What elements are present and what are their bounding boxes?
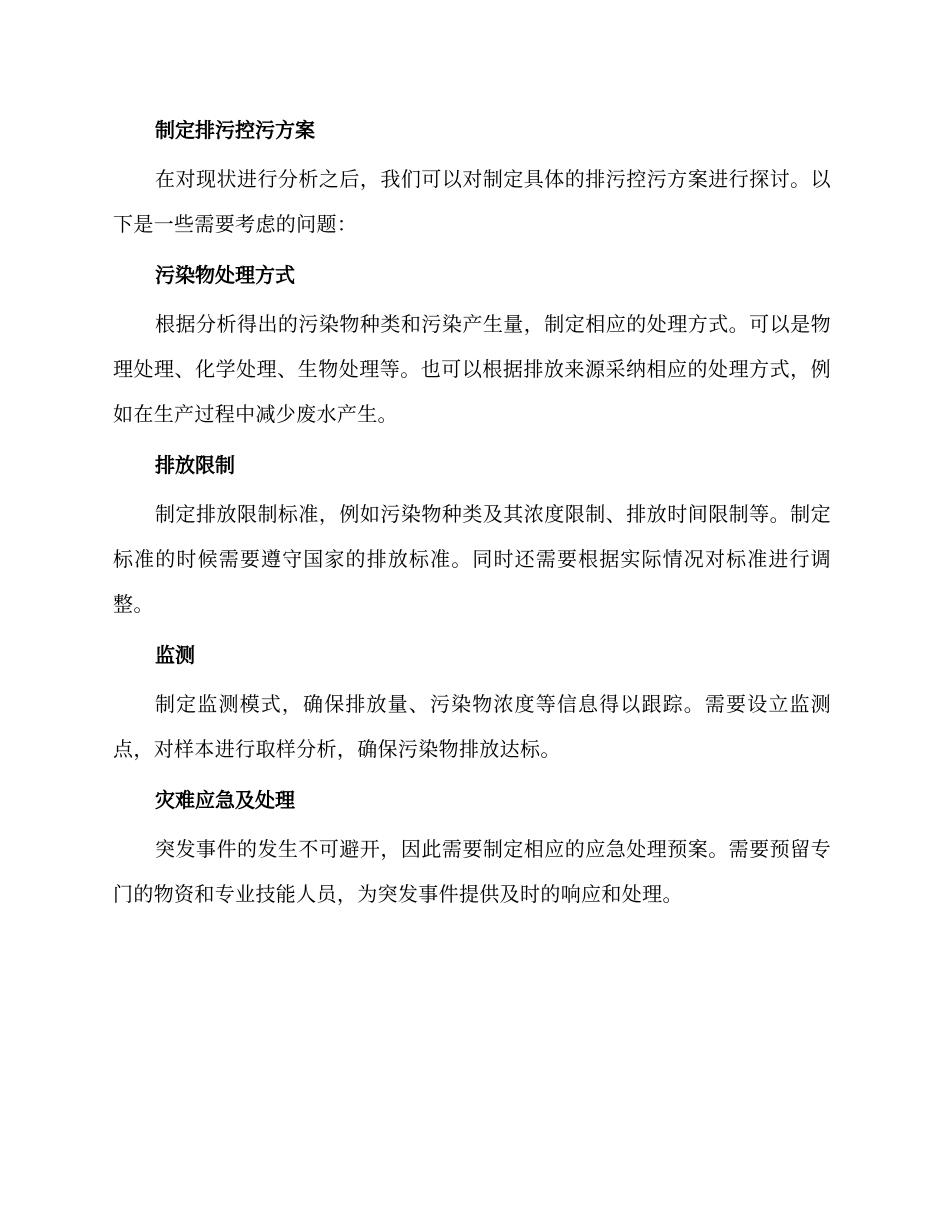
section-heading: 监测 [155, 643, 195, 667]
section-heading: 灾难应急及处理 [155, 788, 295, 812]
section-paragraph: 制定排放限制标准，例如污染物种类及其浓度限制、排放时间限制等。制定标准的时候需要遵守国家的排放标准。同时还需要根据实际情况对标准进行调整。 [113, 502, 831, 616]
section-paragraph: 突发事件的发生不可避开，因此需要制定相应的应急处理预案。需要预留专门的物资和专业技能人员，为突发事件提供及时的响应和处理。 [113, 837, 831, 906]
section-paragraph: 在对现状进行分析之后，我们可以对制定具体的排污控污方案进行探讨。以下是一些需要考虑的问题： [113, 167, 831, 236]
section-plan [113, 108, 831, 247]
section-paragraph: 制定监测模式，确保排放量、污染物浓度等信息得以跟踪。需要设立监测点，对样本进行取样分析，确保污染物排放达标。 [113, 692, 831, 761]
section-emergency [113, 778, 831, 917]
section-monitoring [113, 633, 831, 772]
section-heading: 污染物处理方式 [155, 263, 295, 287]
section-heading: 排放限制 [155, 453, 235, 477]
section-paragraph: 根据分析得出的污染物种类和污染产生量，制定相应的处理方式。可以是物理处理、化学处理、生物处理等。也可以根据排放来源采纳相应的处理方式，例如在生产过程中减少废水产生。 [113, 312, 831, 426]
section-treatment [113, 253, 831, 437]
section-limits [113, 443, 831, 627]
document-content [113, 108, 831, 923]
section-heading: 制定排污控污方案 [155, 118, 315, 142]
